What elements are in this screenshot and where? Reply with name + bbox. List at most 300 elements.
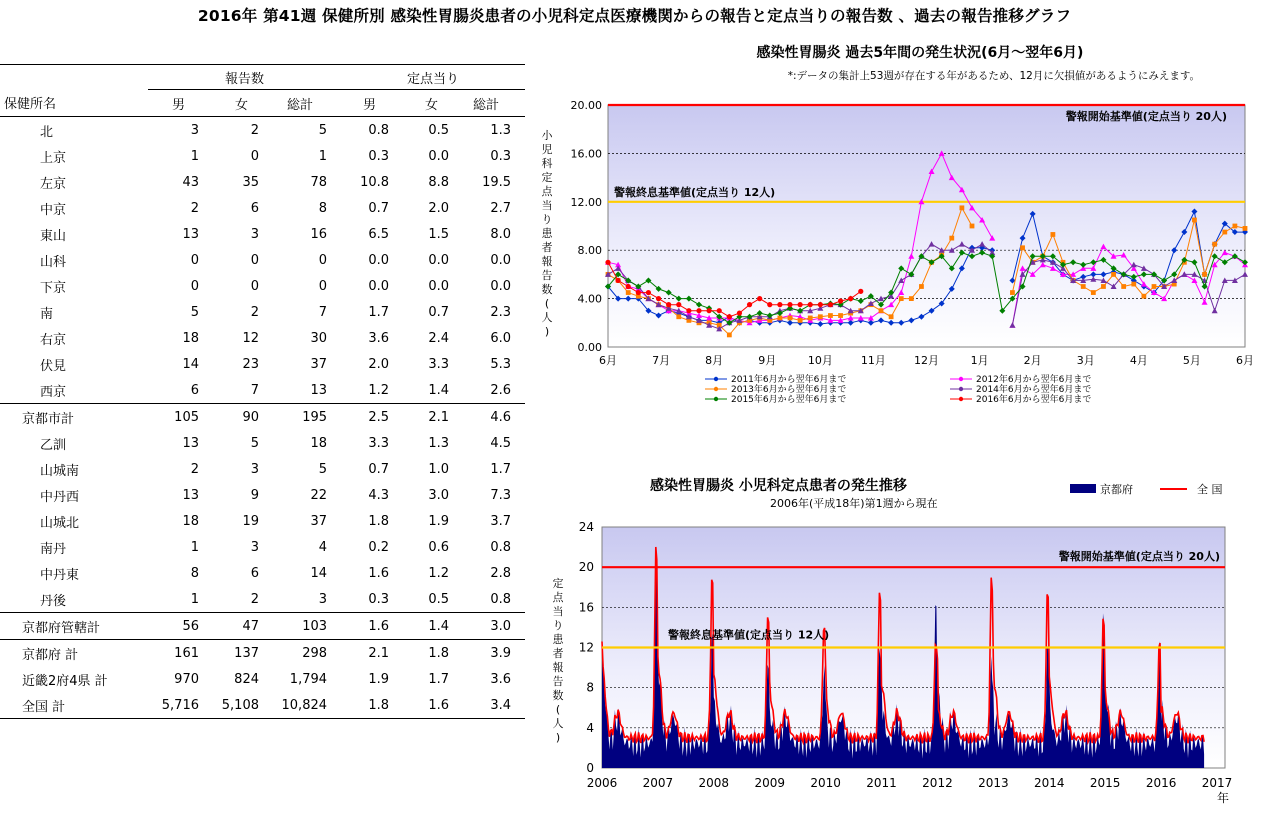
table-row <box>0 508 525 534</box>
chart1-legend-marker <box>959 377 963 381</box>
report-count-male: 2 <box>190 200 199 216</box>
report-count-male: 970 <box>174 671 199 687</box>
per-sentinel-female: 1.7 <box>428 671 450 687</box>
office-name: 南 <box>40 306 54 322</box>
report-count-female: 19 <box>242 513 259 529</box>
chart1-threshold-label: 警報終息基準値(定点当り 12人) <box>614 185 776 199</box>
report-count-total: 298 <box>273 640 341 667</box>
chart1-point <box>838 298 843 303</box>
per-sentinel-total: 0.8 <box>490 591 512 607</box>
chart2-legend-swatch-kyoto <box>1070 484 1096 493</box>
chart1-y-tick-label: 12.00 <box>570 195 602 209</box>
per-sentinel-male: 0.7 <box>368 200 390 216</box>
chart1-y-tick-label: 4.00 <box>577 292 602 306</box>
per-sentinel-female: 0.0 <box>428 148 450 164</box>
per-sentinel-male: 0.0 <box>368 252 390 268</box>
per-sentinel-total: 2.8 <box>490 565 512 581</box>
report-count-male: 13 <box>182 226 199 242</box>
chart2-x-tick-label: 2014 <box>1033 776 1065 790</box>
report-count-female: 824 <box>234 671 259 687</box>
chart1-point <box>767 302 772 307</box>
office-name: 中丹西 <box>40 489 80 505</box>
per-sentinel-female: 2.0 <box>428 200 450 216</box>
report-count-female: 9 <box>250 487 259 503</box>
chart2-y-axis-label-char: 定 <box>552 577 564 590</box>
report-count-total: 5 <box>318 122 328 138</box>
office-name: 北 <box>40 124 54 140</box>
report-count-total: 103 <box>273 613 341 640</box>
table-row <box>0 143 525 169</box>
chart1-point <box>1081 284 1086 289</box>
chart2-trend-since-2006 <box>535 480 1235 810</box>
chart1-five-year <box>535 88 1254 418</box>
chart1-note: *:データの集計上53週が存在する年があるため、12月に欠損値があるようにみえます。 <box>787 70 1200 82</box>
report-count-male: 14 <box>182 356 199 372</box>
chart1-title: 感染性胃腸炎 過去5年間の発生状況(6月～翌年6月) <box>756 45 1084 61</box>
table-row <box>0 221 525 247</box>
chart1-point <box>1121 284 1126 289</box>
report-count-male: 5,716 <box>148 692 213 719</box>
chart1-y-tick-label: 20.00 <box>570 99 602 112</box>
per-sentinel-total: 1.3 <box>490 122 512 138</box>
chart2-x-tick-label: 2010 <box>810 776 841 790</box>
table-row <box>0 692 525 719</box>
per-sentinel-female: 1.6 <box>403 692 463 719</box>
table-row <box>0 117 525 144</box>
chart1-point <box>828 313 833 318</box>
report-count-total: 22 <box>310 487 328 503</box>
chart2-y-tick-label: 8 <box>586 680 594 695</box>
report-count-female: 5,108 <box>213 692 273 719</box>
chart1-point <box>747 302 752 307</box>
chart1-y-axis-label-char: 児 <box>541 143 553 156</box>
report-count-total: 37 <box>310 356 328 372</box>
chart2-y-axis-label-char: 患 <box>552 633 564 646</box>
per-sentinel-total: 8.0 <box>490 226 512 242</box>
chart2-legend-label-kyoto: 京都府 <box>1100 483 1133 496</box>
report-count-total: 0 <box>318 278 328 294</box>
chart1-point <box>646 290 651 295</box>
chart1-point <box>666 302 671 307</box>
chart2-y-tick-label: 20 <box>578 560 594 575</box>
report-count-total: 37 <box>310 513 328 529</box>
per-sentinel-male: 3.3 <box>368 435 390 451</box>
per-sentinel-male: 2.0 <box>368 356 390 372</box>
chart2-x-tick-label: 2016 <box>1145 776 1177 790</box>
office-name: 西京 <box>40 384 67 400</box>
chart1-y-tick-label: 0.00 <box>577 341 602 354</box>
chart1-point <box>909 296 914 301</box>
table-row <box>0 169 525 195</box>
report-count-male: 13 <box>182 487 199 503</box>
table-row <box>0 640 525 667</box>
office-name: 乙訓 <box>40 437 67 453</box>
office-name: 丹後 <box>40 593 67 609</box>
chart2-x-tick-label: 2009 <box>754 776 786 790</box>
chart2-y-axis-label-char: 点 <box>552 591 564 604</box>
chart2-x-tick-label: 2011 <box>866 776 897 790</box>
chart1-x-tick-label: 8月 <box>705 354 724 367</box>
per-sentinel-male: 1.6 <box>341 613 403 640</box>
table-header-blank <box>0 65 148 90</box>
chart1-point <box>889 314 894 319</box>
chart1-point <box>818 314 823 319</box>
report-count-male: 18 <box>182 513 199 529</box>
col-header-total: 総計 <box>273 90 341 117</box>
chart2-x-tick-label: 2017 <box>1201 776 1233 790</box>
report-count-total: 5 <box>318 461 328 477</box>
chart1-x-tick-label: 9月 <box>758 354 777 367</box>
report-count-total: 8 <box>318 200 328 216</box>
office-name: 中京 <box>40 202 67 218</box>
chart1-legend-marker <box>714 377 718 381</box>
chart1-point <box>1202 272 1207 277</box>
chart1-point <box>1192 218 1197 223</box>
chart2-x-tick-label: 2007 <box>642 776 674 790</box>
chart1-y-axis-label-char: 報 <box>541 255 553 268</box>
per-sentinel-male: 0.0 <box>368 278 390 294</box>
report-count-female: 3 <box>250 539 259 555</box>
per-sentinel-female: 0.0 <box>428 278 450 294</box>
report-count-female: 23 <box>242 356 259 372</box>
report-count-total: 1 <box>318 148 328 164</box>
per-sentinel-female: 1.5 <box>428 226 450 242</box>
chart1-point <box>616 278 621 283</box>
chart2-y-axis-label-char: ( <box>555 703 561 716</box>
office-name: 山城南 <box>40 463 80 479</box>
per-sentinel-female: 0.7 <box>428 304 450 320</box>
chart1-point <box>798 302 803 307</box>
chart1-y-axis-label-char: 定 <box>541 171 553 184</box>
office-name: 京都市計 <box>0 404 148 431</box>
office-name: 中丹東 <box>40 567 80 583</box>
chart1-point <box>959 205 964 210</box>
chart2-y-axis-label-char: り <box>552 619 564 632</box>
chart2-title: 感染性胃腸炎 小児科定点患者の発生推移 <box>650 478 907 494</box>
chart1-point <box>838 313 843 318</box>
chart1-point <box>808 302 813 307</box>
chart1-point <box>757 296 762 301</box>
per-sentinel-male: 4.3 <box>368 487 390 503</box>
chart1-legend-marker <box>959 397 963 401</box>
chart1-point <box>1222 230 1227 235</box>
report-count-female: 47 <box>213 613 273 640</box>
report-count-total: 18 <box>310 435 328 451</box>
chart1-point <box>858 289 863 294</box>
chart1-point <box>656 296 661 301</box>
chart1-x-tick-label: 6月 <box>599 354 617 367</box>
per-sentinel-male: 1.9 <box>368 671 390 687</box>
report-count-male: 2 <box>190 461 199 477</box>
per-sentinel-female: 0.6 <box>428 539 450 555</box>
table-row <box>0 534 525 560</box>
chart1-y-axis-label-char: 患 <box>541 227 553 240</box>
per-sentinel-male: 3.6 <box>368 330 390 346</box>
chart2-y-tick-label: 4 <box>586 720 594 735</box>
chart1-point <box>626 284 631 289</box>
chart1-point <box>707 308 712 313</box>
office-name: 山城北 <box>40 515 80 531</box>
chart1-legend-label: 2015年6月から翌年6月まで <box>731 395 847 405</box>
chart1-y-axis-label-char: 人 <box>541 311 553 324</box>
table-row <box>0 430 525 456</box>
report-count-male: 1 <box>190 539 199 555</box>
report-count-female: 6 <box>250 200 259 216</box>
per-sentinel-total: 4.5 <box>490 435 512 451</box>
office-name: 山科 <box>40 254 67 270</box>
chart1-point <box>899 296 904 301</box>
chart1-point <box>828 302 833 307</box>
per-sentinel-total: 2.3 <box>490 304 512 320</box>
per-sentinel-male: 0.3 <box>368 591 390 607</box>
per-sentinel-total: 0.3 <box>490 148 512 164</box>
chart1-point <box>1050 232 1055 237</box>
col-header-female-per: 女 <box>403 90 463 117</box>
chart1-point <box>696 308 701 313</box>
per-sentinel-female: 1.9 <box>428 513 450 529</box>
chart2-x-tick-label: 2008 <box>698 776 730 790</box>
chart1-y-tick-label: 16.00 <box>570 147 602 161</box>
report-count-male: 56 <box>148 613 213 640</box>
chart1-y-axis-label-char: 者 <box>541 241 553 254</box>
chart1-y-axis-label-char: 小 <box>541 129 553 142</box>
chart1-y-axis-label-char: 科 <box>541 157 553 170</box>
report-count-total: 195 <box>273 404 341 431</box>
office-name: 京都府管轄計 <box>0 613 148 640</box>
chart1-point <box>798 318 803 323</box>
chart1-point <box>1243 226 1248 231</box>
chart1-x-tick-label: 12月 <box>914 354 939 367</box>
chart1-point <box>1152 284 1157 289</box>
per-sentinel-male: 1.2 <box>368 382 390 398</box>
per-sentinel-total: 0.0 <box>490 252 512 268</box>
group-header-per-sentinel: 定点当り <box>341 65 525 90</box>
per-sentinel-male: 0.8 <box>368 122 390 138</box>
report-count-male: 3 <box>190 122 199 138</box>
chart2-y-tick-label: 24 <box>578 520 594 534</box>
office-name: 左京 <box>40 176 67 192</box>
per-sentinel-male: 10.8 <box>360 174 390 190</box>
chart1-point <box>636 290 641 295</box>
chart1-point <box>777 302 782 307</box>
report-count-male: 5 <box>190 304 199 320</box>
chart2-y-tick-label: 0 <box>586 761 594 775</box>
report-count-male: 1 <box>190 148 199 164</box>
per-sentinel-total: 3.9 <box>463 640 525 667</box>
chart1-y-axis-label-char: 点 <box>541 185 553 198</box>
chart1-y-axis-label-char: 数 <box>541 283 553 296</box>
report-count-total: 1,794 <box>289 671 328 687</box>
chart1-point <box>919 284 924 289</box>
chart2-y-tick-label: 12 <box>578 640 594 655</box>
office-name: 東山 <box>40 228 67 244</box>
chart1-point <box>737 311 742 316</box>
chart1-point <box>1020 245 1025 250</box>
chart1-x-tick-label: 6月 <box>1236 354 1254 367</box>
report-count-male: 161 <box>148 640 213 667</box>
chart1-point <box>970 224 975 229</box>
report-count-total: 4 <box>318 539 328 555</box>
chart2-x-tick-label: 2013 <box>978 776 1009 790</box>
per-sentinel-male: 1.7 <box>368 304 390 320</box>
table-row <box>0 404 525 431</box>
chart1-point <box>717 308 722 313</box>
report-count-female: 12 <box>242 330 259 346</box>
report-count-total: 10,824 <box>273 692 341 719</box>
office-name: 下京 <box>40 280 67 296</box>
report-count-female: 6 <box>250 565 259 581</box>
per-sentinel-total: 3.0 <box>463 613 525 640</box>
chart1-point <box>848 296 853 301</box>
per-sentinel-female: 1.3 <box>428 435 450 451</box>
report-count-female: 0 <box>250 252 259 268</box>
per-sentinel-total: 3.7 <box>490 513 512 529</box>
chart2-x-tick-label: 2006 <box>586 776 618 790</box>
chart2-y-axis-label-char: 者 <box>552 647 564 660</box>
chart2-threshold-label: 警報開始基準値(定点当り 20人) <box>1058 550 1220 564</box>
office-name: 近畿2府4県 計 <box>22 673 108 689</box>
chart1-x-tick-label: 10月 <box>807 354 833 367</box>
chart2-y-axis-label-char: 人 <box>552 717 564 730</box>
chart1-point <box>1232 224 1237 229</box>
chart1-point <box>818 302 823 307</box>
col-header-office: 保健所名 <box>0 90 148 117</box>
report-count-female: 2 <box>250 122 259 138</box>
col-header-total-per: 総計 <box>463 90 525 117</box>
chart2-y-axis-label-char: 当 <box>552 605 564 618</box>
chart2-y-axis-label-char: 告 <box>552 675 564 688</box>
chart1-point <box>1091 290 1096 295</box>
per-sentinel-total: 19.5 <box>482 174 512 190</box>
report-count-male: 18 <box>182 330 199 346</box>
chart2-legend-label-national: 全 国 <box>1197 483 1223 496</box>
chart1-y-axis-label-char: ) <box>544 325 550 338</box>
chart1-x-tick-label: 2月 <box>1023 354 1042 367</box>
chart1-y-axis-label-char: 告 <box>541 269 553 282</box>
report-count-total: 3 <box>318 591 328 607</box>
table-body <box>0 117 525 719</box>
per-sentinel-female: 0.5 <box>428 591 450 607</box>
chart1-legend-label: 2013年6月から翌年6月まで <box>731 385 847 395</box>
per-sentinel-total: 4.6 <box>463 404 525 431</box>
chart1-y-tick-label: 8.00 <box>577 244 602 258</box>
chart1-threshold-label: 警報開始基準値(定点当り 20人) <box>1065 110 1227 123</box>
report-count-total: 0 <box>318 252 328 268</box>
chart1-legend-label: 2011年6月から翌年6月まで <box>731 375 847 385</box>
per-sentinel-female: 0.5 <box>428 122 450 138</box>
per-sentinel-total: 7.3 <box>490 487 512 503</box>
per-sentinel-total: 3.4 <box>463 692 525 719</box>
chart2-y-tick-label: 16 <box>578 600 594 615</box>
per-sentinel-female: 2.1 <box>403 404 463 431</box>
table-row <box>0 299 525 325</box>
per-sentinel-female: 1.2 <box>428 565 450 581</box>
chart2-y-axis-label-char: 報 <box>552 661 564 674</box>
chart1-y-axis-label-char: ( <box>544 297 550 310</box>
per-sentinel-male: 1.8 <box>341 692 403 719</box>
chart1-y-axis-label-char: 当 <box>541 199 553 212</box>
per-sentinel-female: 0.0 <box>428 252 450 268</box>
per-sentinel-male: 0.3 <box>368 148 390 164</box>
report-count-male: 8 <box>190 565 199 581</box>
chart1-legend-label: 2014年6月から翌年6月まで <box>976 385 1092 395</box>
chart1-x-tick-label: 11月 <box>860 354 886 367</box>
chart2-x-unit: 年 <box>1216 791 1230 805</box>
table-row <box>0 613 525 640</box>
chart1-point <box>788 316 793 321</box>
table-row <box>0 586 525 613</box>
per-sentinel-male: 6.5 <box>368 226 390 242</box>
office-name: 上京 <box>40 150 67 166</box>
per-sentinel-total: 2.7 <box>490 200 512 216</box>
per-sentinel-male: 2.1 <box>341 640 403 667</box>
chart1-x-tick-label: 7月 <box>652 354 671 367</box>
office-name: 南丹 <box>40 541 67 557</box>
chart2-y-axis-label-char: 数 <box>552 689 564 702</box>
per-sentinel-female: 1.4 <box>403 613 463 640</box>
chart2-y-axis-label-char: ) <box>555 731 561 744</box>
per-sentinel-male: 2.5 <box>341 404 403 431</box>
per-sentinel-total: 0.8 <box>490 539 512 555</box>
report-count-female: 7 <box>250 382 259 398</box>
report-count-female: 35 <box>242 174 259 190</box>
chart1-point <box>808 316 813 321</box>
chart1-point <box>1101 284 1106 289</box>
per-sentinel-male: 1.8 <box>368 513 390 529</box>
chart1-point <box>1212 242 1217 247</box>
report-count-total: 13 <box>310 382 328 398</box>
report-count-total: 30 <box>310 330 328 346</box>
report-count-female: 5 <box>250 435 259 451</box>
report-count-total: 16 <box>310 226 328 242</box>
table-row <box>0 456 525 482</box>
report-count-female: 137 <box>213 640 273 667</box>
per-sentinel-female: 1.4 <box>428 382 450 398</box>
chart1-point <box>1111 272 1116 277</box>
per-sentinel-total: 6.0 <box>490 330 512 346</box>
chart1-point <box>1010 290 1015 295</box>
per-sentinel-female: 1.0 <box>428 461 450 477</box>
report-count-total: 14 <box>310 565 328 581</box>
per-sentinel-total: 0.0 <box>490 278 512 294</box>
chart1-point <box>949 236 954 241</box>
table-row <box>0 247 525 273</box>
per-sentinel-female: 8.8 <box>428 174 450 190</box>
chart1-point <box>686 308 691 313</box>
chart1-point <box>676 302 681 307</box>
chart2-subtitle: 2006年(平成18年)第1週から現在 <box>770 497 938 510</box>
col-header-female: 女 <box>213 90 273 117</box>
report-count-female: 2 <box>250 591 259 607</box>
per-sentinel-male: 1.6 <box>368 565 390 581</box>
report-count-male: 105 <box>148 404 213 431</box>
office-name: 京都府 計 <box>0 640 148 667</box>
chart1-point <box>1131 282 1136 287</box>
office-name: 全国 計 <box>0 692 148 719</box>
table-row <box>0 351 525 377</box>
per-sentinel-male: 0.2 <box>368 539 390 555</box>
chart1-point <box>787 302 792 307</box>
report-count-male: 6 <box>190 382 199 398</box>
report-count-female: 90 <box>213 404 273 431</box>
table-row <box>0 377 525 404</box>
group-header-reports: 報告数 <box>148 65 341 90</box>
per-sentinel-total: 5.3 <box>490 356 512 372</box>
page-title: 2016年 第41週 保健所別 感染性胃腸炎患者の小児科定点医療機関からの報告と定点当りの報告数 、過去の報告推移グラフ <box>197 7 1072 25</box>
table-row <box>0 482 525 508</box>
table-row <box>0 325 525 351</box>
chart1-x-tick-label: 3月 <box>1076 354 1095 367</box>
